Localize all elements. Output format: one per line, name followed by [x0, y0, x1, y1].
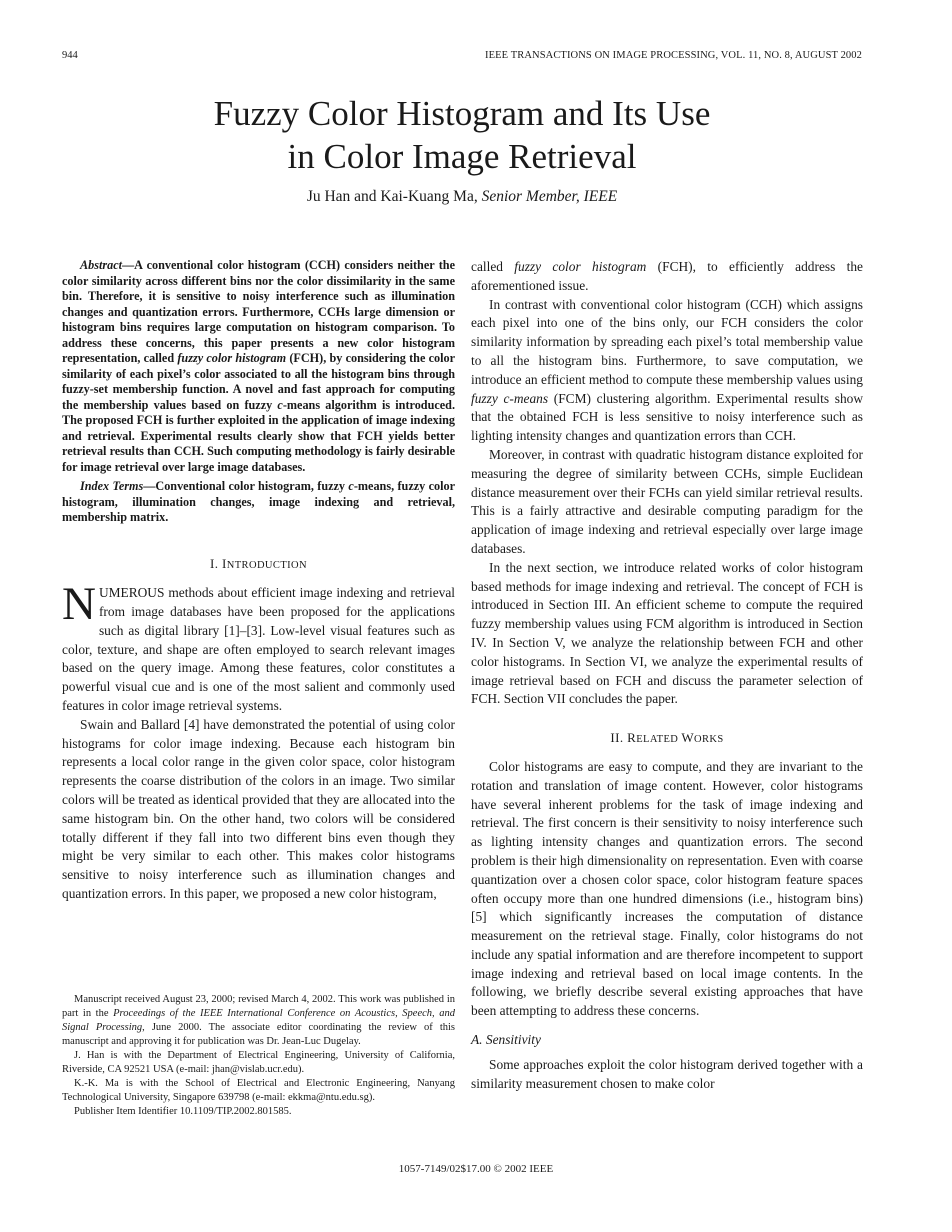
drop-cap: N — [62, 578, 96, 631]
footnote-1 — [62, 993, 455, 1049]
page-number: 944 — [62, 50, 78, 61]
p2-cont-a: called — [471, 259, 515, 274]
abstract-c: c — [277, 397, 283, 412]
footnotes — [62, 993, 455, 1119]
intro-paragraph-1 — [62, 578, 455, 716]
footnote-1-a: Manuscript received August 23, 2000; revised March 4, 2002. This work was published in part in the — [62, 994, 455, 1019]
sensitivity-paragraph-1: Some approaches exploit the color histogram derived together with a similarity measurement chosen to make color — [471, 1056, 863, 1091]
section1-first: I — [222, 555, 227, 571]
left-column — [62, 258, 455, 904]
p3-a: In contrast with conventional color histogram (CCH) which assigns each pixel into one of the bins only, our FCH considers the color similarity information by spreading each pixel’s total membership value to all the histogram bins. Furthermore, to save computation, we introduce an efficient method to compute these membership values using — [471, 296, 863, 387]
p2-cont-b: (FCH), to efficiently address the aforementioned issue. — [471, 259, 863, 293]
author-line: Ju Han and Kai-Kuang Ma, Senior Member, IEEE — [306, 188, 618, 205]
title-line-1: Fuzzy Color Histogram and Its Use — [213, 94, 711, 133]
intro-paragraph-5: In the next section, we introduce related works of color histogram based methods for image indexing and retrieval. The concept of FCH is introduced in Section III. An efficient scheme to compute the required fuzzy membership values using FCM algorithm is introduced in Section IV. In Section V, we analyze the relationship between FCH and other color histograms. In Section VI, we analyze the experimental results of image retrieval based on FCH and discuss the parameter selection of FCH. Section VII concludes the paper. — [471, 559, 863, 707]
p3-b: (FCM) clustering algorithm. Experimental results show that the obtained FCH is less sensitive to noisy interference such as lighting intensity changes and quantization errors than CCH. — [471, 390, 864, 444]
index-terms-text-a: —Conventional color histogram, fuzzy — [143, 479, 349, 493]
index-terms-c: c — [348, 479, 354, 493]
index-terms-label: Index Terms — [80, 479, 144, 493]
section-heading-introduction — [62, 555, 455, 576]
footnote-3: K.-K. Ma is with the School of Electrical and Electronic Engineering, Nanyang Technological University, Singapore 639798 (e-mail: ekkma@ntu.edu.sg). — [62, 1078, 455, 1103]
title-line-2: in Color Image Retrieval — [287, 137, 637, 176]
section2-r: R — [627, 730, 637, 746]
intro-paragraph-3 — [471, 296, 863, 446]
author-names: Ju Han and Kai-Kuang Ma — [306, 188, 474, 205]
abstract-text-a: —A conventional color histogram (CCH) considers neither the color similarity across different bins nor the color dissimilarity in the same bin. Therefore, it is sensitive to noisy interference such as illumination changes and quantization errors. Furthermore, CCHs large dimension or histogram bins requires large computation on histogram comparison. To address these concerns, this paper presents a new color histogram representation, called — [62, 258, 455, 365]
abstract-term: fuzzy color histogram — [177, 351, 287, 365]
p2-cont-term: fuzzy color histogram — [514, 259, 647, 274]
section2-w: W — [681, 730, 694, 746]
author-affiliation: Senior Member, IEEE — [481, 188, 618, 205]
journal-name: IEEE TRANSACTIONS ON IMAGE PROCESSING, VOL. 11, NO. 8, AUGUST 2002 — [485, 50, 862, 61]
index-terms — [62, 479, 455, 526]
related-works-paragraph-1: Color histograms are easy to compute, and they are invariant to the rotation and translation of image content. However, color histograms have several inherent problems for the task of image indexing and retrieval. The first concern is their sensitivity to noisy interference such as lighting intensity changes and quantization errors. The second problem is their high dimensionality on representation. Even with coarse quantization over a chosen color space, color histogram feature spaces often occupy more than one hundred dimensions (i.e., histogram bins) [5] which significantly increases the computation of distance measurement on the retrieval stage. Finally, color histograms do not include any spatial information and are therefore incompetent to support image indexing and retrieval based on local image contents. In the following, we briefly describe several existing approaches that have been attempting to address these concerns. — [471, 758, 863, 1019]
footnote-1-b: , June 2000. The associate editor coordinating the review of this manuscript and approving it for publication was Dr. Jean-Luc Dugelay. — [62, 1022, 455, 1047]
intro-p1-text: UMEROUS methods about efficient image indexing and retrieval from image databases have been proposed for the applications such as digital library [1]–[3]. Low-level visual features such as color, texture, and shape are often employed to search relevant images based on the query image. Among these features, color constitutes a powerful visual cue and is one of the most salient and commonly used features in color image retrieval systems. — [62, 585, 455, 714]
section-heading-related-works — [471, 729, 863, 750]
footnote-4: Publisher Item Identifier 10.1109/TIP.2002.801585. — [74, 1106, 292, 1117]
index-terms-text-b: -means, fuzzy color histogram, illumination changes, image indexing and retrieval, membership matrix. — [62, 479, 455, 524]
p3-term: fuzzy c-means — [471, 390, 549, 406]
subsection-heading-sensitivity: A. Sensitivity — [471, 1032, 541, 1048]
footnote-1-venue: Proceedings of the IEEE International Conference on Acoustics, Speech, and Signal Processing — [62, 1008, 455, 1033]
abstract-label: Abstract — [80, 258, 122, 272]
copyright-line: 1057-7149/02$17.00 © 2002 IEEE — [398, 1163, 554, 1175]
right-column — [471, 258, 863, 1093]
section2-orks: ORKS — [694, 734, 724, 746]
paper-title — [62, 92, 862, 178]
intro-paragraph-4: Moreover, in contrast with quadratic histogram distance exploited for measuring the degree of similarity between CCHs, simple Euclidean distance measurement over their FCHs can yield similar retrieval results. This is a fairly attractive and desirable computing paradigm for the application of image indexing and retrieval especially over large image databases. — [471, 446, 863, 556]
section1-rest: NTRODUCTION — [226, 559, 307, 571]
section2-elated: ELATED — [636, 734, 682, 746]
intro-paragraph-2: Swain and Ballard [4] have demonstrated the potential of using color histograms for color image indexing. Because each histogram bin represents a local color range in the given color space, color histogram represents the coarse distribution of the colors in an image. Two similar colors will be treated as identical provided that they are allocated into the same histogram bin. On the other hand, two colors will be considered totally different if they fall into two different bins even though they might be very similar to each other. This makes color histograms sensitive to noisy interference such as illumination changes and quantization errors. In this paper, we proposed a new color histogram, — [62, 716, 455, 902]
abstract-text-c: -means algorithm is introduced. The proposed FCH is further exploited in the application of image indexing and retrieval. Experimental results clearly show that FCH yields better retrieval results than CCH. Such computing methodology is fairly desirable for image retrieval over large image databases. — [62, 397, 455, 474]
abstract-text-b: (FCH), by considering the color similarity of each pixel’s color associated to all the histogram bins through fuzzy-set membership function. A novel and fast approach for computing the membership values based on fuzzy — [62, 351, 455, 412]
section2-numeral: II. — [610, 730, 628, 746]
section1-numeral: I. — [210, 555, 223, 571]
intro-paragraph-2-continued — [471, 258, 863, 296]
abstract — [62, 258, 455, 475]
footnote-2: J. Han is with the Department of Electrical Engineering, University of California, Riverside, CA 92521 USA (e-mail: jhan@vislab.ucr.edu). — [62, 1050, 455, 1075]
